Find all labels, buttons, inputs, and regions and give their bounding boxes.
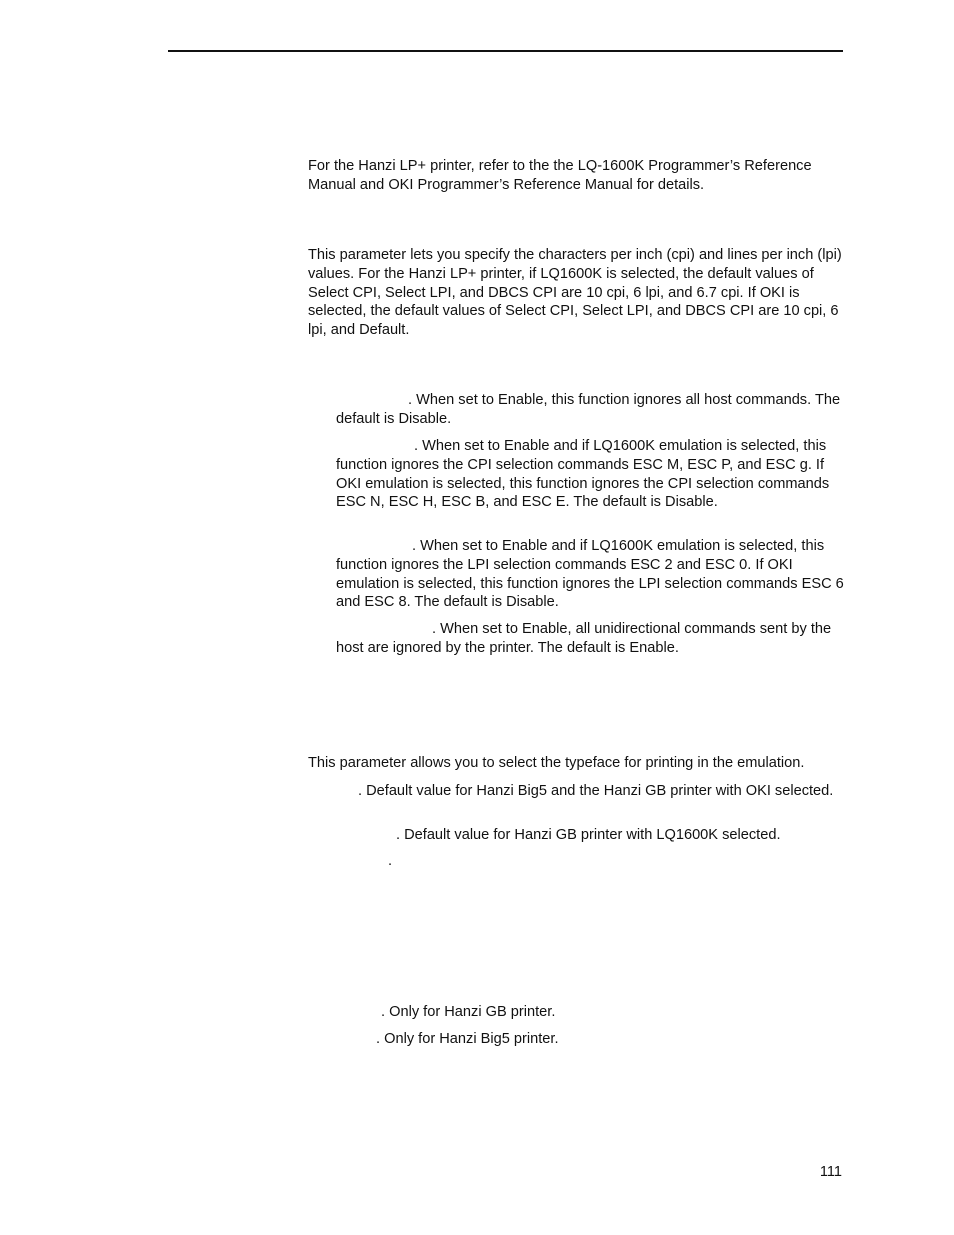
cpi-lpi-description-paragraph: This parameter lets you specify the characters per inch (cpi) and lines per inch (lpi) values. For the Hanzi LP+ printer, if LQ1600K is selected, the default values of Select CPI, Select LPI, and DBCS CPI are 10 cpi, 6 lpi, and 6.7 cpi. If OKI is selected, the default values of Select CPI, Select LPI, and DBCS CPI are 10 cpi, 6 lpi, and Default.: [308, 247, 842, 339]
typeface-option-big5-only: . Only for Hanzi Big5 printer.: [376, 1031, 559, 1047]
typeface-option-1: . Default value for Hanzi Big5 and the Hanzi GB printer with OKI selected.: [358, 783, 834, 799]
ignore-lpi-commands-item: . When set to Enable and if LQ1600K emulation is selected, this function ignores the LPI selection commands ESC 2 and ESC 0. If OKI emulation is selected, this function ignores the LPI selection commands ESC 6 and ESC 8. The default is Disable.: [336, 538, 844, 611]
intro-reference-paragraph: For the Hanzi LP+ printer, refer to the the LQ-1600K Programmer’s Reference Manual and OKI Programmer’s Reference Manual for details.: [308, 158, 812, 193]
ignore-cpi-commands-item: . When set to Enable and if LQ1600K emulation is selected, this function ignores the CPI selection commands ESC M, ESC P, and ESC g. If OKI emulation is selected, this function ignores the CPI selection commands ESC N, ESC H, ESC B, and ESC E. The default is Disable.: [336, 438, 830, 511]
typeface-option-3: .: [388, 853, 393, 869]
typeface-option-gb-only: . Only for Hanzi GB printer.: [381, 1004, 556, 1020]
typeface-option-2: . Default value for Hanzi GB printer with LQ1600K selected.: [396, 827, 781, 843]
typeface-description-paragraph: This parameter allows you to select the typeface for printing in the emulation.: [308, 755, 805, 771]
ignore-unidirectional-commands-item: . When set to Enable, all unidirectional commands sent by the host are ignored by the printer. The default is Enable.: [336, 621, 832, 656]
page-number: 111: [819, 1164, 842, 1180]
header-rule: [168, 50, 843, 52]
ignore-host-commands-item: . When set to Enable, this function ignores all host commands. The default is Disable.: [336, 392, 841, 427]
